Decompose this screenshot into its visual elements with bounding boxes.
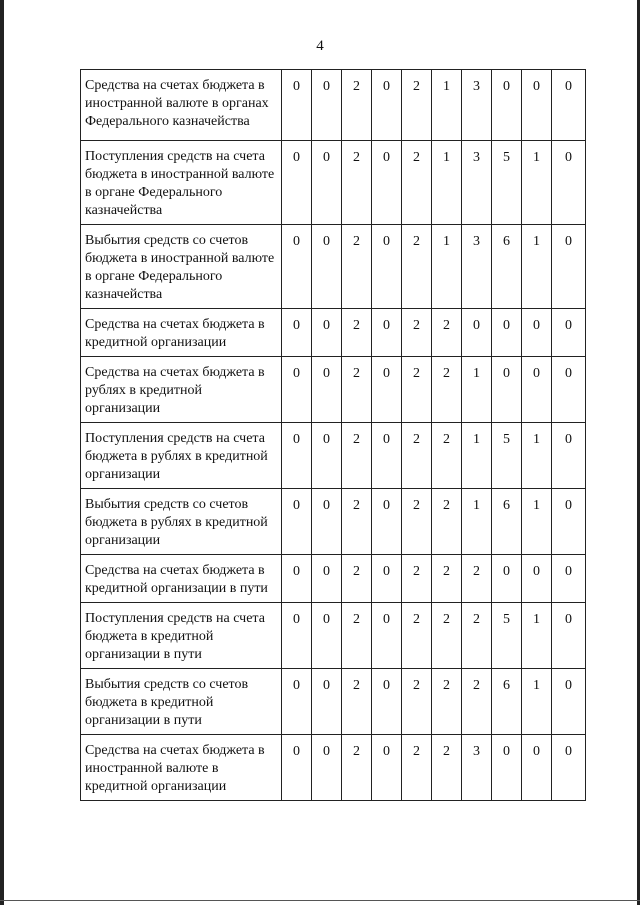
code-digit-cell: 0 <box>312 357 342 423</box>
code-digit-cell: 3 <box>462 70 492 141</box>
code-digit-cell: 6 <box>492 669 522 735</box>
code-digit-cell: 0 <box>312 555 342 603</box>
code-digit-cell: 2 <box>432 357 462 423</box>
code-digit-cell: 0 <box>282 669 312 735</box>
code-digit-cell: 2 <box>432 735 462 801</box>
scan-edge-left <box>0 0 4 905</box>
code-digit-cell: 2 <box>402 489 432 555</box>
code-digit-cell: 5 <box>492 603 522 669</box>
code-digit-cell: 1 <box>432 70 462 141</box>
code-digit-cell: 0 <box>372 735 402 801</box>
table-row <box>81 555 586 603</box>
code-digit-cell: 0 <box>372 309 402 357</box>
code-digit-cell: 0 <box>552 555 586 603</box>
code-digit-cell: 5 <box>492 423 522 489</box>
code-digit-cell: 2 <box>432 555 462 603</box>
code-digit-cell: 0 <box>312 735 342 801</box>
code-digit-cell: 0 <box>522 735 552 801</box>
row-name-cell: Выбытия средств со счетов бюджета в кредитной организации в пути <box>81 669 282 735</box>
scan-line-bottom <box>0 900 640 901</box>
code-digit-cell: 3 <box>462 141 492 225</box>
code-digit-cell: 2 <box>402 70 432 141</box>
code-digit-cell: 0 <box>372 141 402 225</box>
code-digit-cell: 1 <box>462 423 492 489</box>
code-digit-cell: 0 <box>312 489 342 555</box>
code-digit-cell: 0 <box>552 225 586 309</box>
code-digit-cell: 0 <box>522 309 552 357</box>
code-digit-cell: 2 <box>402 669 432 735</box>
page-number: 4 <box>316 38 324 54</box>
code-digit-cell: 0 <box>492 555 522 603</box>
code-digit-cell: 0 <box>522 555 552 603</box>
code-digit-cell: 2 <box>402 735 432 801</box>
table-row <box>81 735 586 801</box>
code-digit-cell: 2 <box>432 309 462 357</box>
code-digit-cell: 2 <box>342 489 372 555</box>
row-name-cell: Выбытия средств со счетов бюджета в иностранной валюте в органе Федерального казначейства <box>81 225 282 309</box>
code-digit-cell: 1 <box>432 225 462 309</box>
code-digit-cell: 0 <box>312 225 342 309</box>
code-digit-cell: 0 <box>282 603 312 669</box>
code-digit-cell: 0 <box>552 669 586 735</box>
code-digit-cell: 0 <box>312 603 342 669</box>
code-digit-cell: 0 <box>552 489 586 555</box>
code-digit-cell: 2 <box>462 603 492 669</box>
code-digit-cell: 6 <box>492 225 522 309</box>
code-digit-cell: 0 <box>522 70 552 141</box>
table-row <box>81 357 586 423</box>
code-digit-cell: 2 <box>402 423 432 489</box>
code-digit-cell: 2 <box>342 555 372 603</box>
code-digit-cell: 6 <box>492 489 522 555</box>
code-digit-cell: 1 <box>522 225 552 309</box>
table-row <box>81 141 586 225</box>
code-digit-cell: 2 <box>462 555 492 603</box>
code-digit-cell: 0 <box>282 141 312 225</box>
code-digit-cell: 0 <box>372 489 402 555</box>
code-digit-cell: 2 <box>432 423 462 489</box>
code-digit-cell: 1 <box>522 489 552 555</box>
table-row <box>81 669 586 735</box>
code-digit-cell: 0 <box>552 735 586 801</box>
code-digit-cell: 2 <box>462 669 492 735</box>
code-digit-cell: 3 <box>462 225 492 309</box>
code-digit-cell: 5 <box>492 141 522 225</box>
table-row <box>81 70 586 141</box>
table-body <box>81 70 586 801</box>
code-digit-cell: 2 <box>432 489 462 555</box>
code-digit-cell: 2 <box>432 603 462 669</box>
row-name-cell: Средства на счетах бюджета в рублях в кредитной организации <box>81 357 282 423</box>
code-digit-cell: 0 <box>552 603 586 669</box>
table-row <box>81 423 586 489</box>
table-row <box>81 309 586 357</box>
code-digit-cell: 0 <box>312 141 342 225</box>
row-name-cell: Средства на счетах бюджета в иностранной валюте в кредитной организации <box>81 735 282 801</box>
table-row <box>81 489 586 555</box>
row-name-cell: Поступления средств на счета бюджета в иностранной валюте в органе Федерального казначейства <box>81 141 282 225</box>
account-codes-table <box>80 69 586 801</box>
code-digit-cell: 2 <box>402 141 432 225</box>
code-digit-cell: 2 <box>342 357 372 423</box>
row-name-cell: Средства на счетах бюджета в кредитной организации <box>81 309 282 357</box>
code-digit-cell: 0 <box>312 70 342 141</box>
code-digit-cell: 0 <box>372 70 402 141</box>
code-digit-cell: 0 <box>282 489 312 555</box>
code-digit-cell: 0 <box>282 555 312 603</box>
code-digit-cell: 0 <box>312 309 342 357</box>
code-digit-cell: 2 <box>402 225 432 309</box>
code-digit-cell: 1 <box>432 141 462 225</box>
code-digit-cell: 0 <box>492 70 522 141</box>
code-digit-cell: 0 <box>552 423 586 489</box>
row-name-cell: Средства на счетах бюджета в кредитной организации в пути <box>81 555 282 603</box>
row-name-cell: Средства на счетах бюджета в иностранной валюте в органах Федерального казначейства <box>81 70 282 141</box>
code-digit-cell: 0 <box>462 309 492 357</box>
code-digit-cell: 2 <box>342 309 372 357</box>
code-digit-cell: 2 <box>402 555 432 603</box>
code-digit-cell: 2 <box>342 70 372 141</box>
code-digit-cell: 0 <box>552 70 586 141</box>
code-digit-cell: 0 <box>492 309 522 357</box>
code-digit-cell: 0 <box>282 357 312 423</box>
code-digit-cell: 0 <box>492 735 522 801</box>
code-digit-cell: 0 <box>372 669 402 735</box>
code-digit-cell: 2 <box>342 225 372 309</box>
code-digit-cell: 0 <box>552 309 586 357</box>
code-digit-cell: 0 <box>312 423 342 489</box>
code-digit-cell: 2 <box>342 603 372 669</box>
code-digit-cell: 0 <box>282 735 312 801</box>
code-digit-cell: 0 <box>372 423 402 489</box>
row-name-cell: Выбытия средств со счетов бюджета в рублях в кредитной организации <box>81 489 282 555</box>
table-row <box>81 225 586 309</box>
code-digit-cell: 1 <box>462 489 492 555</box>
code-digit-cell: 0 <box>282 423 312 489</box>
code-digit-cell: 0 <box>522 357 552 423</box>
code-digit-cell: 0 <box>372 357 402 423</box>
code-digit-cell: 0 <box>552 141 586 225</box>
code-digit-cell: 2 <box>342 141 372 225</box>
code-digit-cell: 3 <box>462 735 492 801</box>
code-digit-cell: 0 <box>372 603 402 669</box>
code-digit-cell: 2 <box>432 669 462 735</box>
code-digit-cell: 2 <box>402 603 432 669</box>
code-digit-cell: 2 <box>402 357 432 423</box>
code-digit-cell: 1 <box>522 141 552 225</box>
code-digit-cell: 2 <box>342 735 372 801</box>
code-digit-cell: 2 <box>402 309 432 357</box>
code-digit-cell: 1 <box>522 669 552 735</box>
code-digit-cell: 0 <box>552 357 586 423</box>
code-digit-cell: 2 <box>342 669 372 735</box>
code-digit-cell: 0 <box>282 309 312 357</box>
code-digit-cell: 0 <box>282 225 312 309</box>
code-digit-cell: 0 <box>372 555 402 603</box>
code-digit-cell: 1 <box>462 357 492 423</box>
code-digit-cell: 0 <box>312 669 342 735</box>
code-digit-cell: 2 <box>342 423 372 489</box>
code-digit-cell: 1 <box>522 423 552 489</box>
code-digit-cell: 0 <box>492 357 522 423</box>
code-digit-cell: 0 <box>372 225 402 309</box>
code-digit-cell: 0 <box>282 70 312 141</box>
row-name-cell: Поступления средств на счета бюджета в рублях в кредитной организации <box>81 423 282 489</box>
row-name-cell: Поступления средств на счета бюджета в кредитной организации в пути <box>81 603 282 669</box>
table-row <box>81 603 586 669</box>
code-digit-cell: 1 <box>522 603 552 669</box>
